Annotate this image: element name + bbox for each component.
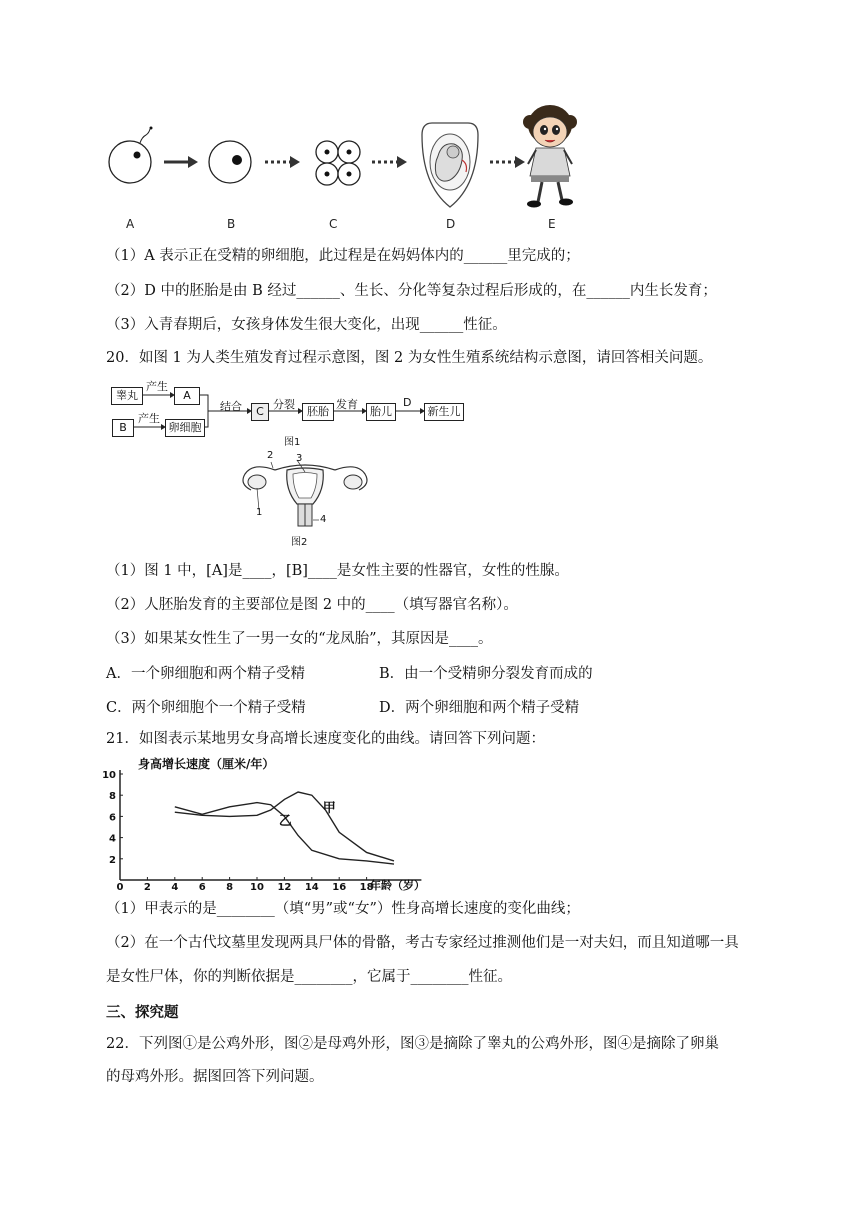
x-tick-label: 0	[116, 882, 124, 892]
stage-c-cell-division	[316, 141, 360, 185]
flow-combine: 结合	[220, 400, 242, 413]
chart-axes	[120, 770, 421, 880]
q22-line-1: 22．下列图①是公鸡外形，图②是母鸡外形，图③是摘除了睾丸的公鸡外形，图④是摘除了卵巢	[106, 1036, 719, 1052]
stage-label-d: D	[446, 217, 456, 231]
y-tick-label: 10	[102, 770, 116, 781]
chart-ylabel: 身高增长速度（厘米/年）	[138, 757, 275, 771]
flow-connectors	[100, 380, 480, 440]
flow-a: A	[174, 387, 200, 405]
flow-develop: 发育	[336, 398, 358, 411]
chart-ticks	[102, 770, 374, 892]
q21-line-2: （2）在一个古代坟墓里发现两具尸体的骨骼，考古专家经过推测他们是一对夫妇，而且知道哪一具	[106, 935, 739, 951]
x-tick-label: 14	[304, 882, 319, 892]
q19-line-1: （1）A 表示正在受精的卵细胞，此过程是在妈妈体内的______里完成的；	[106, 248, 580, 264]
q20-line-3: （3）如果某女性生了一男一女的“龙凤胎”，其原因是____。	[106, 631, 493, 647]
growth-rate-chart	[100, 752, 470, 892]
series-line-yi	[175, 803, 394, 864]
stage-a-fertilizing-egg	[109, 127, 153, 184]
y-tick-label: 2	[109, 854, 116, 866]
flow-divide: 分裂	[273, 398, 295, 411]
flow-produce-2: 产生	[138, 412, 160, 425]
q21-stem: 21．如图表示某地男女身高增长速度变化的曲线。请回答下列问题：	[106, 731, 545, 747]
female-reproductive-system-figure	[235, 448, 375, 533]
series-label: 甲	[322, 801, 336, 817]
fig2-label-1: 1	[256, 507, 263, 518]
q20-line-2: （2）人胚胎发育的主要部位是图 2 中的____（填写器官名称）。	[106, 597, 518, 613]
stage-d-fetus-in-uterus	[422, 123, 478, 207]
x-tick-label: 2	[143, 882, 151, 892]
q20-option-a: A．一个卵细胞和两个精子受精	[106, 666, 305, 682]
flow-d: D	[403, 396, 412, 409]
flow-produce-1: 产生	[146, 380, 168, 393]
fig2-label-2: 2	[267, 450, 274, 461]
x-tick-label: 12	[277, 882, 292, 892]
fig2-caption: 图2	[291, 537, 308, 548]
flow-embryo: 胚胎	[302, 403, 334, 421]
q20-option-c: C．两个卵细胞个一个精子受精	[106, 700, 306, 716]
chart-xlabel: 年龄（岁）	[370, 879, 425, 892]
fig1-caption: 图1	[284, 437, 301, 448]
q19-line-3: （3）入青春期后，女孩身体发生很大变化，出现______性征。	[106, 317, 507, 333]
flow-newborn: 新生儿	[424, 403, 464, 421]
q20-option-b: B．由一个受精卵分裂发育而成的	[379, 666, 593, 682]
flow-fetus: 胎儿	[366, 403, 396, 421]
x-tick-label: 10	[250, 882, 264, 892]
y-tick-label: 6	[109, 812, 116, 824]
x-tick-label: 16	[332, 882, 347, 892]
stage-label-e: E	[548, 217, 556, 231]
x-tick-label: 8	[226, 882, 234, 892]
stage-label-c: C	[329, 217, 338, 231]
fig2-label-4: 4	[320, 514, 327, 525]
q19-line-2: （2）D 中的胚胎是由 B 经过______、生长、分化等复杂过程后形成的，在______内生长发育；	[106, 283, 717, 299]
q20-option-d: D．两个卵细胞和两个精子受精	[379, 700, 580, 716]
q20-stem: 20．如图 1 为人类生殖发育过程示意图，图 2 为女性生殖系统结构示意图，请回答相关问题。	[106, 350, 713, 366]
x-tick-label: 6	[198, 882, 206, 892]
flow-b: B	[112, 419, 134, 437]
section-3-title: 三、探究题	[106, 1005, 179, 1021]
q22-line-2: 的母鸡外形。据图回答下列问题。	[106, 1069, 324, 1085]
flow-c: C	[251, 403, 269, 421]
q21-line-3: 是女性尸体，你的判断依据是________，它属于________性征。	[106, 969, 512, 985]
arrow-solid	[164, 156, 198, 168]
fig2-label-3: 3	[296, 453, 303, 464]
flow-egg: 卵细胞	[165, 419, 205, 437]
x-tick-label: 4	[171, 882, 179, 892]
chart-series	[175, 792, 394, 864]
arrow-dotted	[490, 156, 525, 168]
development-stages-figure	[100, 100, 620, 215]
stage-label-b: B	[227, 217, 236, 231]
x-tick-label: 18	[359, 882, 374, 892]
stage-label-a: A	[126, 217, 135, 231]
arrow-dotted	[265, 156, 300, 168]
arrow-dotted	[372, 156, 407, 168]
y-tick-label: 8	[109, 791, 116, 803]
q20-line-1: （1）图 1 中，[A]是____，[B]____是女性主要的性器官，女性的性腺。	[106, 563, 569, 579]
q21-line-1: （1）甲表示的是________（填“男”或“女”）性身高增长速度的变化曲线；	[106, 901, 580, 917]
series-label: 乙	[278, 813, 292, 829]
flow-testis: 睾丸	[111, 387, 143, 405]
stage-b-zygote	[209, 141, 251, 183]
stage-e-girl-icon	[523, 105, 577, 208]
y-tick-label: 4	[109, 833, 116, 845]
